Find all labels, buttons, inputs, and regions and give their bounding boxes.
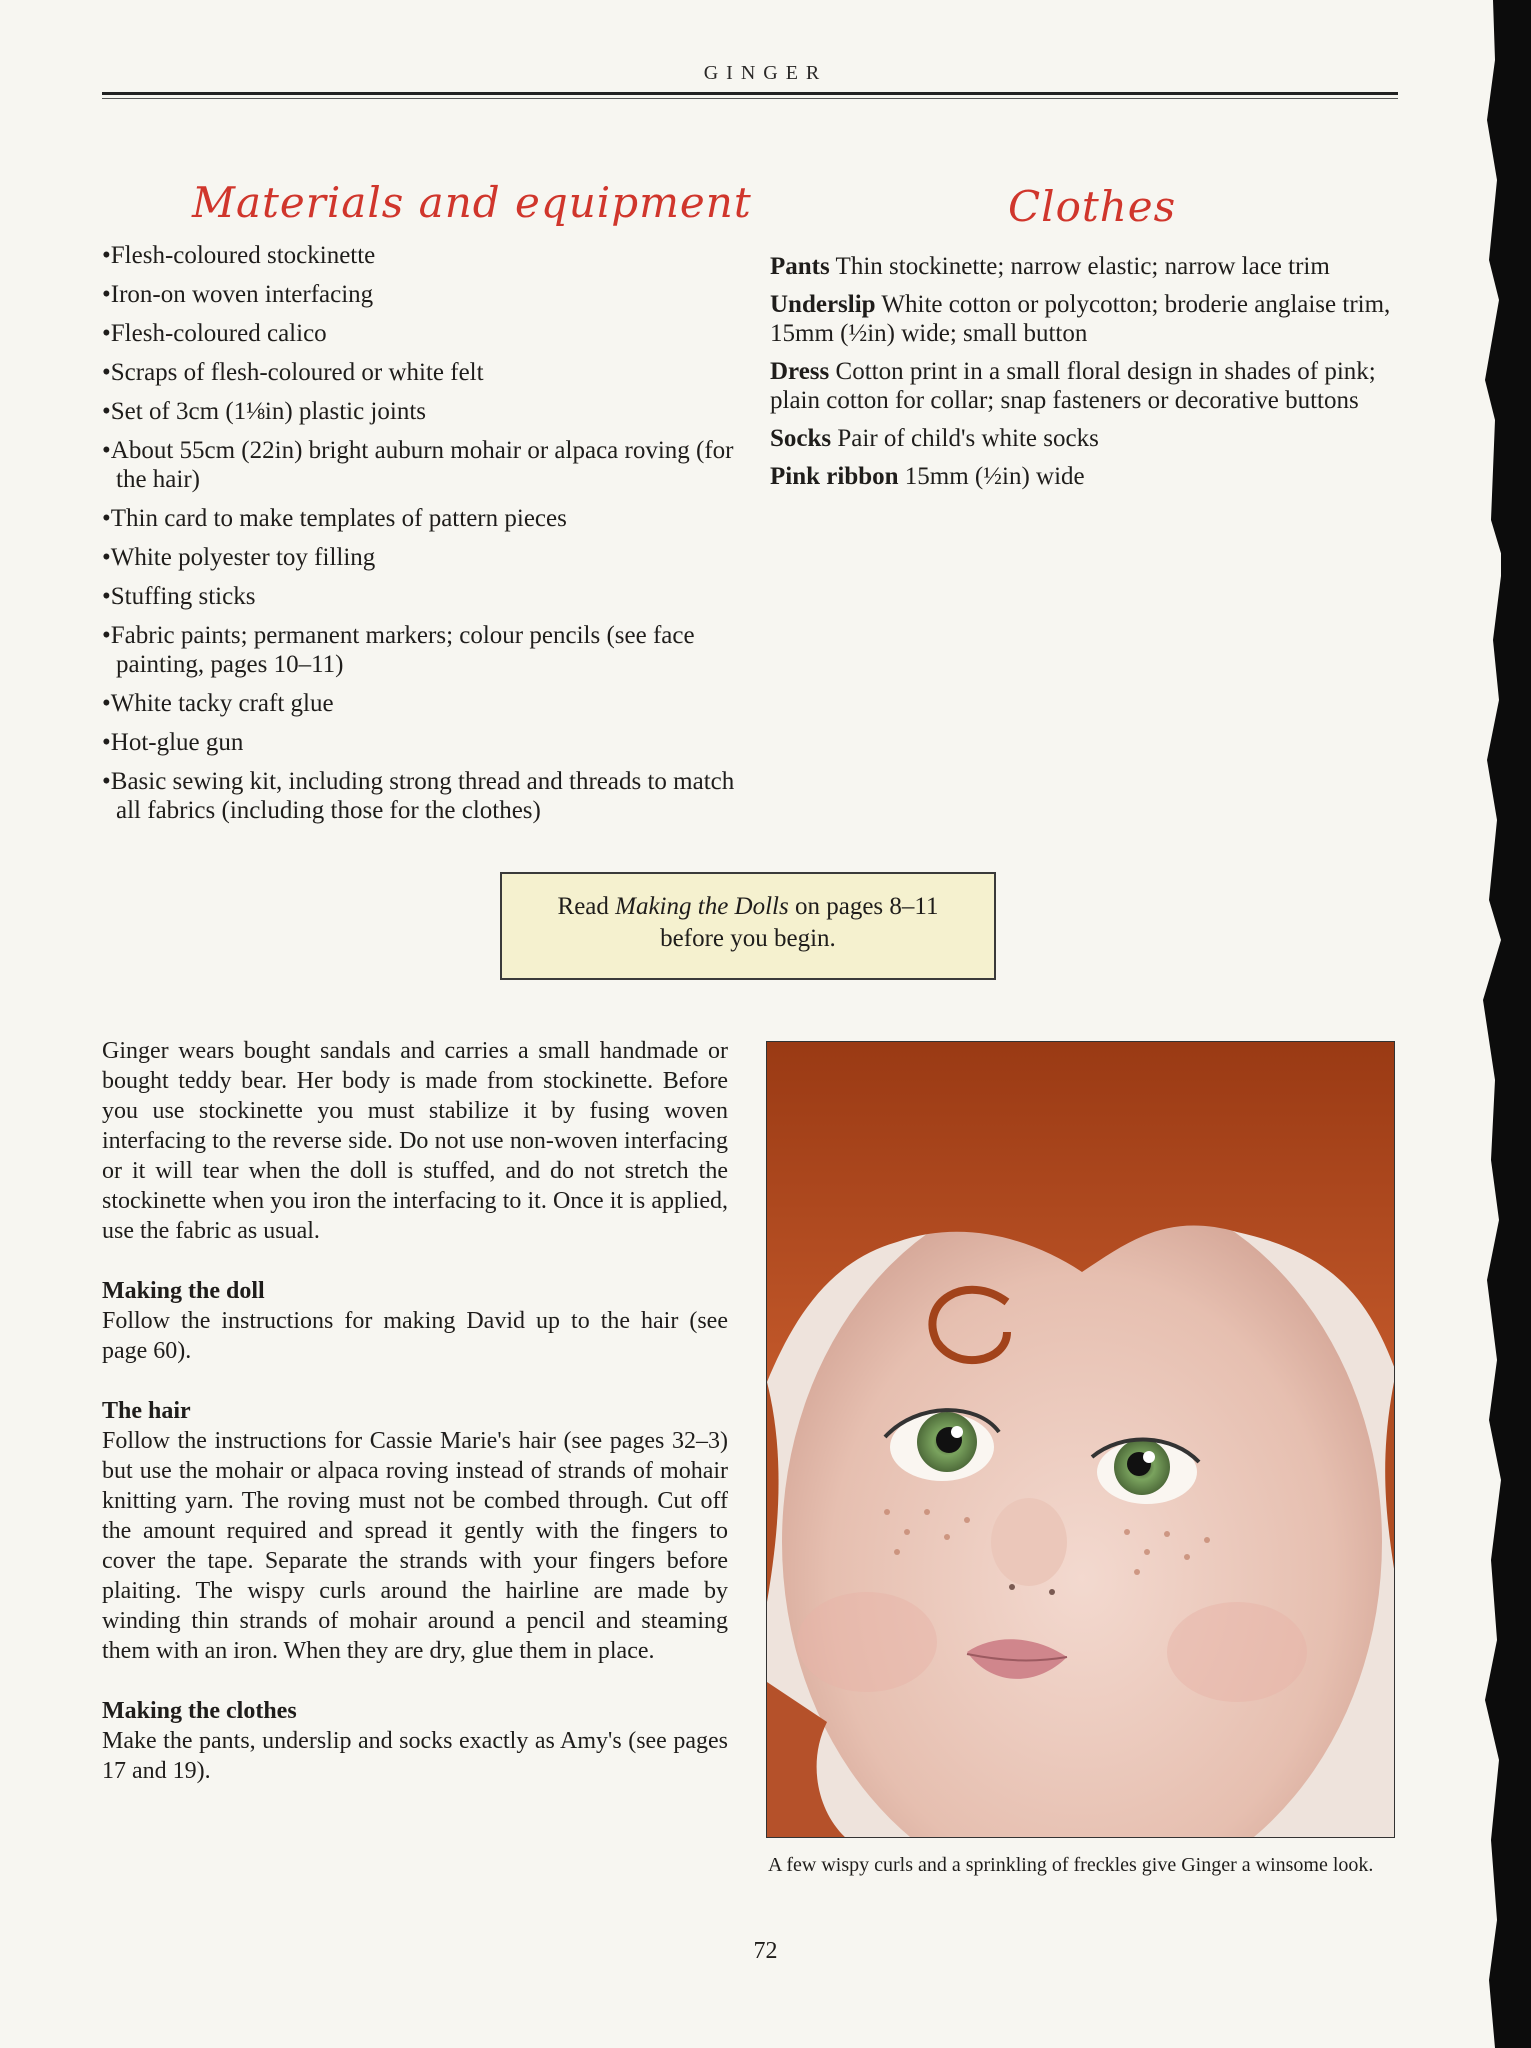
list-item: • Stuffing sticks [102, 582, 742, 611]
clothes-item-text: White cotton or polycotton; broderie anglaise trim, 15mm (½in) wide; small button [770, 291, 1391, 347]
clothes-item-text: Pair of child's white socks [837, 425, 1099, 452]
header-rule-thin [102, 98, 1398, 99]
clothes-item [770, 290, 1410, 348]
section-heading: Making the doll [102, 1278, 265, 1304]
photo-caption: A few wispy curls and a sprinkling of freckles give Ginger a winsome look. [768, 1854, 1374, 1876]
clothes-item-text: 15mm (½in) wide [904, 463, 1085, 490]
clothes-item-label: Pink ribbon [770, 463, 899, 490]
page-number: 72 [753, 1938, 778, 1964]
clothes-item-label: Socks [770, 425, 832, 452]
callout-title: Making the Dolls [615, 893, 789, 920]
body-text [102, 1036, 728, 1786]
clothes-item-label: Underslip [770, 291, 876, 318]
list-item: • Set of 3cm (1⅛in) plastic joints [102, 397, 742, 426]
clothes-item [770, 357, 1410, 415]
list-item: • White tacky craft glue [102, 689, 742, 718]
section-paragraph: Follow the instructions for Cassie Marie's hair (see pages 32–3) but use the mohair or alpaca roving instead of strands of mohair knitting yarn. The roving must not be combed through. Cut off the amount required and spread it gently with the fingers to cover the tape. Separate the strands with your fingers before plaiting. The wispy curls around the hairline are made by winding thin strands of mohair around a pencil and steaming them with an iron. When they are dry, glue them in place. [102, 1428, 728, 1664]
callout-line2: before you begin. [660, 925, 836, 952]
list-item: • Hot-glue gun [102, 728, 742, 757]
materials-heading: Materials and equipment [192, 178, 752, 227]
clothes-item [770, 252, 1410, 281]
read-first-callout [500, 872, 996, 980]
section-paragraph: Follow the instructions for making David up to the hair (see page 60). [102, 1308, 728, 1364]
list-item: • Basic sewing kit, including strong thread and threads to match all fabrics (including those for the clothes) [102, 767, 742, 825]
section-paragraph: Make the pants, underslip and socks exactly as Amy's (see pages 17 and 19). [102, 1728, 728, 1784]
clothes-item [770, 462, 1410, 491]
doll-face-photo [766, 1041, 1395, 1838]
list-item: • White polyester toy filling [102, 543, 742, 572]
section-heading: Making the clothes [102, 1698, 297, 1724]
callout-prefix: Read [557, 893, 616, 920]
materials-list [102, 241, 742, 835]
section-heading: The hair [102, 1398, 191, 1424]
clothes-list [770, 252, 1410, 500]
intro-paragraph: Ginger wears bought sandals and carries a small handmade or bought teddy bear. Her body is made from stockinette. Before you use stockinette you must stabilize it by fusing woven interfacing to the reverse side. Do not use non-woven interfacing or it will tear when the doll is stuffed, and do not stretch the stockinette when you iron the interfacing to it. Once it is applied, use the fabric as usual. [102, 1038, 728, 1244]
clothes-item [770, 424, 1410, 453]
torn-edge [1473, 0, 1513, 2048]
list-item: • Fabric paints; permanent markers; colour pencils (see face painting, pages 10–11) [102, 621, 742, 679]
clothes-heading: Clothes [1008, 182, 1177, 231]
clothes-item-label: Dress [770, 358, 830, 385]
list-item: • About 55cm (22in) bright auburn mohair or alpaca roving (for the hair) [102, 436, 742, 494]
clothes-item-text: Thin stockinette; narrow elastic; narrow lace trim [835, 253, 1330, 280]
list-item: • Iron-on woven interfacing [102, 280, 742, 309]
running-head: GINGER [703, 62, 828, 84]
list-item: • Flesh-coloured stockinette [102, 241, 742, 270]
callout-suffix: on pages 8–11 [788, 893, 939, 920]
clothes-item-label: Pants [770, 253, 830, 280]
clothes-item-text: Cotton print in a small floral design in shades of pink; plain cotton for collar; snap fasteners or decorative buttons [770, 358, 1376, 414]
list-item: • Thin card to make templates of pattern pieces [102, 504, 742, 533]
list-item: • Flesh-coloured calico [102, 319, 742, 348]
list-item: • Scraps of flesh-coloured or white felt [102, 358, 742, 387]
header-rule [102, 92, 1398, 95]
